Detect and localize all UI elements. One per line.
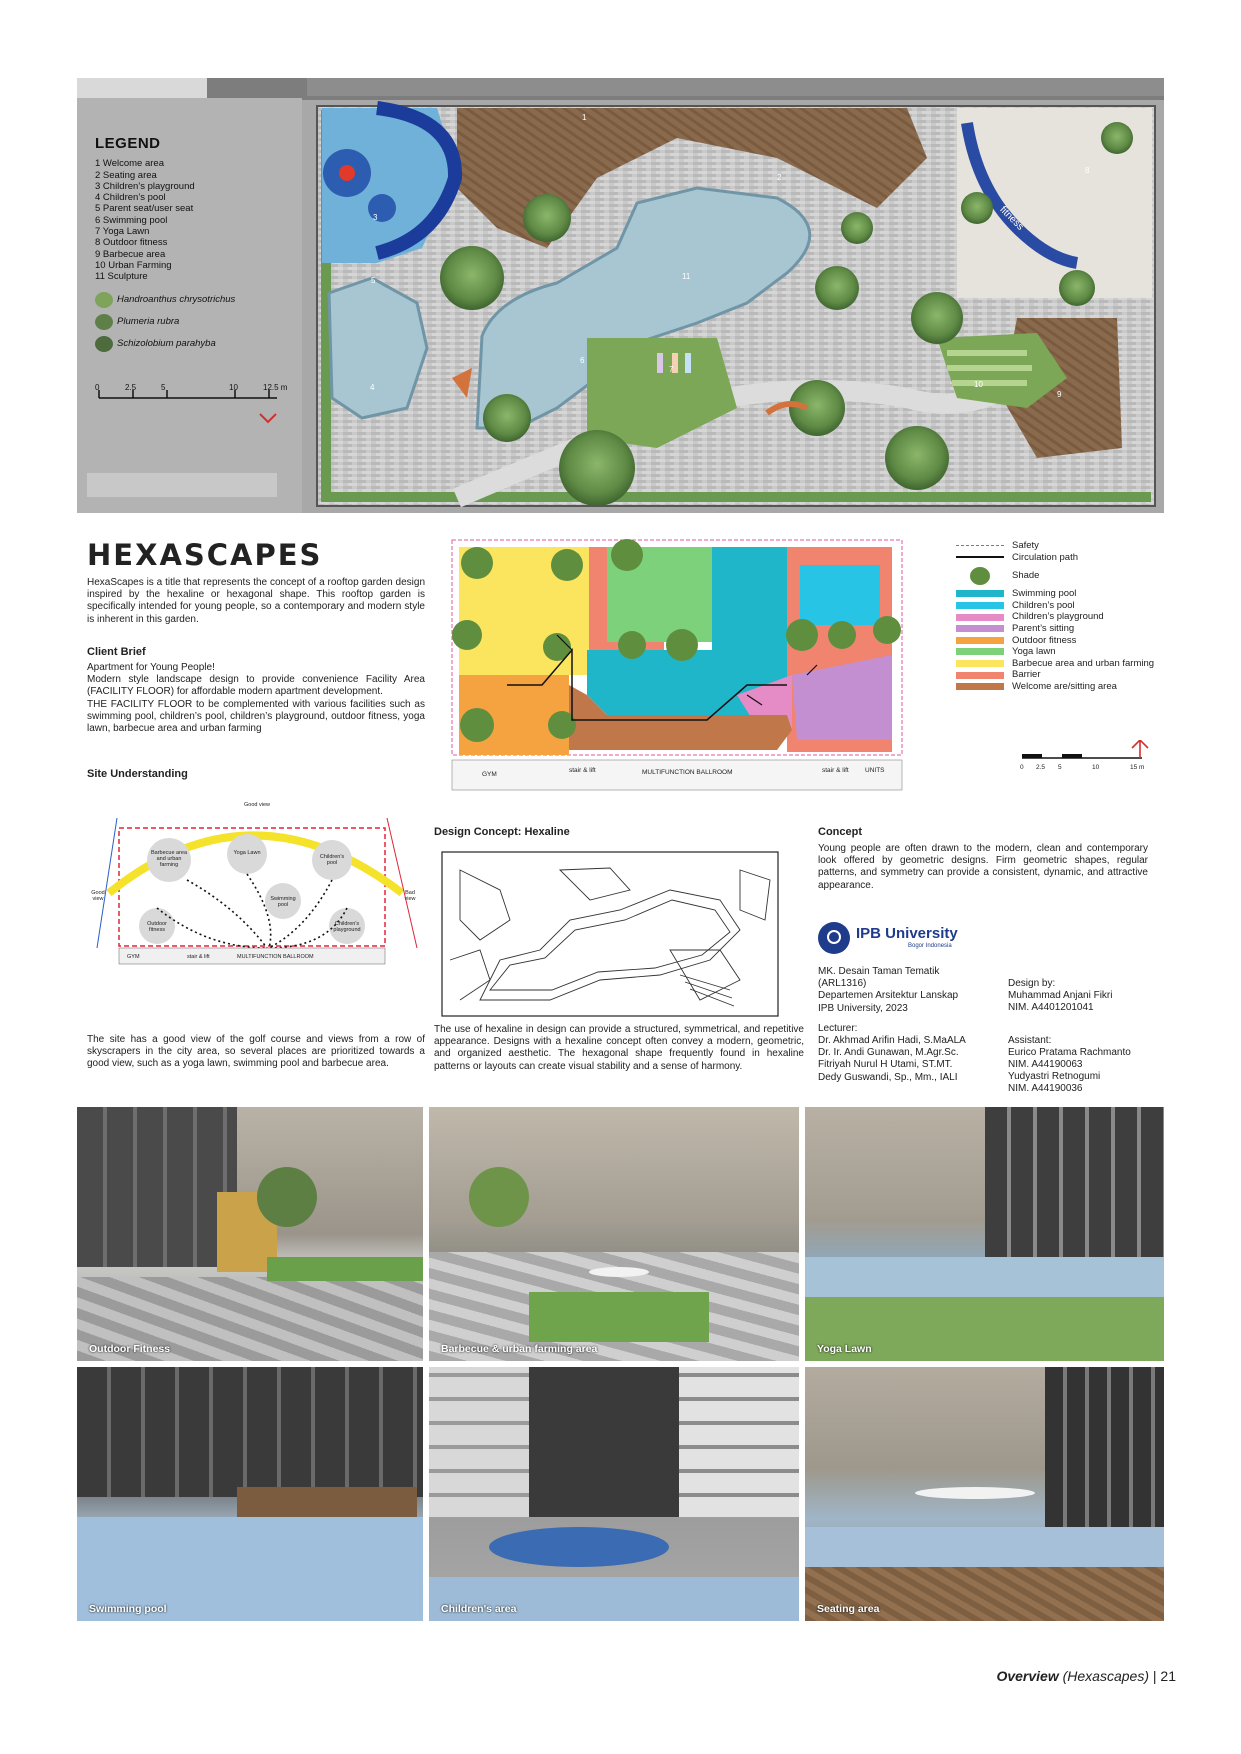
legend-label: Shade — [1012, 569, 1040, 581]
strip-label: stair & lift — [187, 954, 210, 960]
building-core — [529, 1367, 679, 1517]
assistant-name: Yudyastri Retnogumi — [1008, 1071, 1101, 1083]
building-facade — [679, 1367, 799, 1517]
hexaline-text: The use of hexaline in design can provide a structured, symmetrical, and repetitive appearance. Designs with a hexaline concept often convey a modern, geometric, and organized aesthetic. The hexagonal shape frequently found in hexaline patterns or layouts can create visual stability and a sense of harmony. — [434, 1024, 804, 1072]
zoning-legend-item — [956, 563, 1154, 588]
assistant-nim: NIM. A44190036 — [1008, 1083, 1083, 1095]
bubble-label: Yoga Lawn — [233, 850, 261, 856]
building-facade — [429, 1367, 529, 1517]
view-label: Good view — [91, 890, 105, 902]
assistant-label: Assistant: — [1008, 1034, 1052, 1046]
legend-label: Swimming pool — [1012, 588, 1077, 600]
plan-label: 2 — [777, 173, 782, 182]
concept-text: Young people are often drawn to the modern, clean and contemporary look offered by geometric designs. Firm geometric shapes, regular patterns, and symmetry can provide a consistent, dynamic, and attractive appearance. — [818, 843, 1148, 891]
scale-tick: 12.5 m — [263, 382, 288, 392]
page-title: HEXASCAPES — [87, 538, 323, 572]
designer-name: Muhammad Anjani Fikri — [1008, 990, 1113, 1002]
legend-swatch — [956, 637, 1004, 644]
brief-line: Apartment for Young People! — [87, 662, 215, 673]
client-brief-heading: Client Brief — [87, 646, 146, 658]
render-swimming-pool — [77, 1367, 423, 1621]
site-understanding-text: The site has a good view of the golf course and views from a row of skyscrapers in the city area, so several places are prioritized towards a good view, such as a yoga lawn, swimming pool and barbecue area. — [87, 1034, 425, 1070]
plan-fitness-text: fitness — [997, 204, 1026, 233]
concept-heading: Concept — [818, 826, 862, 838]
course-line: (ARL1316) — [818, 978, 867, 990]
zoning-legend-item — [956, 540, 1154, 552]
render-childrens-area — [429, 1367, 799, 1621]
plan-label: 6 — [580, 356, 585, 365]
footer-section: Overview — [996, 1668, 1059, 1684]
site-diagram — [87, 798, 425, 976]
legend-item: 5 Parent seat/user seat — [95, 203, 194, 215]
zoning-legend-item — [956, 552, 1154, 564]
page-number: 21 — [1160, 1668, 1176, 1684]
render-caption: Yoga Lawn — [817, 1343, 872, 1355]
hexaline-drawing — [440, 850, 780, 1018]
course-info — [818, 966, 993, 1084]
render-caption: Swimming pool — [89, 1603, 167, 1615]
zoning-legend-item — [956, 611, 1154, 623]
legend-swatch — [956, 614, 1004, 621]
client-brief-text — [87, 662, 425, 735]
render-caption: Outdoor Fitness — [89, 1343, 171, 1355]
zoning-plan — [447, 535, 907, 815]
hexaline-sketch — [440, 850, 780, 1018]
view-label: Bad view — [404, 890, 416, 902]
legend-label: Children’s pool — [1012, 599, 1075, 611]
tree-name: Schizolobium parahyba — [117, 337, 216, 349]
legend-label: Circulation path — [1012, 551, 1079, 563]
ipb-seal-icon — [818, 922, 850, 954]
lecturer-name: Dr. Akhmad Arifin Hadi, S.MaALA — [818, 1035, 966, 1047]
umbrella — [589, 1267, 649, 1277]
design-by-info — [1008, 978, 1158, 1096]
tree-name: Handroanthus chrysotrichus — [117, 293, 236, 305]
brief-line: Modern style landscape design to provide convenience Facility Area (FACILITY FLOOR) for affordable modern apartment development. — [87, 674, 425, 698]
render-caption: Barbecue & urban farming area — [441, 1343, 598, 1355]
legend-item: 1 Welcome area — [95, 158, 164, 170]
bubble-label: Children's playground — [333, 921, 361, 933]
bubble-label: Swimming pool — [270, 896, 296, 908]
legend-swatch — [956, 556, 1004, 558]
legend-item: 4 Children’s pool — [95, 192, 166, 204]
pool — [805, 1257, 1164, 1297]
zoning-legend-item — [956, 669, 1154, 681]
legend-swatch — [956, 625, 1004, 632]
legend-swatch — [956, 545, 1004, 546]
plan-label: 8 — [1085, 166, 1090, 175]
university-logo — [818, 922, 998, 958]
building-facade — [1045, 1367, 1164, 1537]
legend-item: 2 Seating area — [95, 169, 157, 181]
render-barbecue — [429, 1107, 799, 1361]
bubble-label: Children's pool — [319, 854, 345, 866]
legend-item: 3 Children’s playground — [95, 180, 195, 192]
lecturer-name: Dr. Ir. Andi Gunawan, M.Agr.Sc. — [818, 1047, 959, 1059]
building-facade — [77, 1107, 237, 1267]
plan-label: 3 — [373, 213, 378, 222]
designer-nim: NIM. A4401201041 — [1008, 1002, 1094, 1014]
legend-tree — [95, 292, 295, 308]
plan-label: 9 — [1057, 390, 1062, 399]
legend-item: 8 Outdoor fitness — [95, 237, 168, 249]
site-understanding-heading: Site Understanding — [87, 768, 188, 780]
lecturer-name: Dedy Guswandi, Sp., Mm., IALI — [818, 1071, 958, 1083]
legend-label: Barrier — [1012, 669, 1041, 681]
tree-icon — [95, 336, 113, 352]
zoning-legend-item — [956, 588, 1154, 600]
zoning-legend — [956, 540, 1154, 693]
legend-title: LEGEND — [95, 135, 161, 152]
view-label: Good view — [244, 802, 270, 808]
strip-label: UNITS — [865, 767, 885, 774]
brief-line: THE FACILITY FLOOR to be complemented with various facilities such as swimming pool, children’s pool, children’s playground, outdoor fitness, yoga lawn, barbecue area and urban farming — [87, 698, 425, 735]
zoning-scale — [1020, 740, 1170, 780]
legend-label: Parent’s sitting — [1012, 622, 1075, 634]
zoning-legend-item — [956, 681, 1154, 693]
umbrella — [915, 1487, 1035, 1499]
plan-label: 4 — [370, 383, 375, 392]
plan-label: 5 — [371, 276, 376, 285]
legend-swatch — [956, 660, 1004, 667]
render-caption: Seating area — [817, 1603, 880, 1615]
building-facade — [985, 1107, 1164, 1257]
legend-item: 11 Sculpture — [95, 271, 148, 283]
legend-item: 7 Yoga Lawn — [95, 226, 150, 238]
render-yoga-lawn — [805, 1107, 1164, 1361]
render-seating-area — [805, 1367, 1164, 1621]
zoning-strip-labels — [447, 535, 907, 815]
lawn — [267, 1257, 423, 1281]
render-caption: Children's area — [441, 1603, 517, 1615]
legend-label: Yoga lawn — [1012, 646, 1056, 658]
footer-separator: | — [1149, 1668, 1161, 1684]
zoning-legend-item — [956, 623, 1154, 635]
playground-mat — [489, 1527, 669, 1567]
zoning-legend-item — [956, 635, 1154, 647]
scale-tick: 10 — [1092, 764, 1100, 771]
legend-list — [95, 158, 295, 282]
legend-swatch — [956, 590, 1004, 597]
assistant-nim: NIM. A44190063 — [1008, 1059, 1083, 1071]
legend-label: Outdoor fitness — [1012, 634, 1077, 646]
legend-tree — [95, 314, 295, 330]
legend-swatch — [956, 672, 1004, 679]
tree-icon — [257, 1167, 317, 1227]
bubble-label: Outdoor fitness — [147, 921, 167, 933]
strip-label: GYM — [127, 954, 140, 960]
legend-tree — [95, 336, 295, 352]
legend-item: 10 Urban Farming — [95, 259, 172, 271]
render-outdoor-fitness — [77, 1107, 423, 1361]
tree-icon — [469, 1167, 529, 1227]
scale-tick: 2.5 — [1036, 764, 1046, 771]
strip-label: GYM — [482, 771, 497, 778]
legend-label: Children’s playground — [1012, 611, 1104, 623]
deck — [237, 1487, 417, 1517]
university-name: IPB University — [856, 925, 958, 942]
legend-swatch — [956, 683, 1004, 690]
course-line: MK. Desain Taman Tematik — [818, 966, 940, 977]
scale-tick: 5 — [161, 382, 166, 392]
plan-label: 10 — [974, 380, 983, 389]
scale-tick: 2.5 — [125, 382, 137, 392]
legend-label: Safety — [1012, 540, 1039, 551]
legend-item: 6 Swimming pool — [95, 214, 168, 226]
strip-label: MULTIFUNCTION BALLROOM — [642, 769, 733, 776]
scale-tick: 0 — [1020, 764, 1024, 771]
hexaline-heading: Design Concept: Hexaline — [434, 826, 570, 838]
tree-icon — [95, 292, 113, 308]
pool — [805, 1527, 1164, 1567]
tree-name: Plumeria rubra — [117, 315, 180, 327]
strip-label: stair & lift — [822, 767, 849, 774]
footer-subtitle: (Hexascapes) — [1062, 1668, 1149, 1684]
zoning-legend-item — [956, 600, 1154, 612]
scale-tick: 15 m — [1130, 764, 1145, 771]
bubble-label: Barbecue area and urban farming — [150, 850, 188, 868]
shade-icon — [970, 567, 990, 585]
intro-text: HexaScapes is a title that represents the concept of a rooftop garden design inspired by the hexaline or hexagonal shape. This rooftop garden is specifically intended for young people, so a contemporary and modern style is inherent in this garden. — [87, 577, 425, 625]
plan-legend — [95, 135, 295, 394]
zoning-legend-item — [956, 646, 1154, 658]
strip-label: stair & lift — [569, 767, 596, 774]
legend-swatch — [956, 648, 1004, 655]
zoning-legend-item — [956, 658, 1154, 670]
plan-label: 7 — [669, 365, 674, 374]
site-diagram-labels — [87, 798, 425, 976]
plan-label: 11 — [682, 272, 691, 281]
university-sub: Bogor Indonesia — [908, 943, 952, 949]
scale-tick: 0 — [95, 382, 100, 392]
legend-label: Welcome are/sitting area — [1012, 680, 1117, 692]
building-facade — [77, 1367, 423, 1497]
strip-label: MULTIFUNCTION BALLROOM — [237, 954, 314, 960]
legend-label: Barbecue area and urban farming — [1012, 657, 1155, 669]
tree-icon — [95, 314, 113, 330]
legend-scale — [95, 382, 295, 394]
plan-label: 1 — [582, 113, 587, 122]
lecturer-name: Fitriyah Nurul H Utami, ST.MT. — [818, 1059, 953, 1071]
course-line: IPB University, 2023 — [818, 1002, 908, 1014]
lawn — [529, 1292, 709, 1342]
design-by-label: Design by: — [1008, 978, 1056, 989]
scale-tick: 5 — [1058, 764, 1062, 771]
page-footer — [996, 1668, 1176, 1684]
lecturer-label: Lecturer: — [818, 1022, 858, 1034]
scale-tick: 10 — [229, 382, 238, 392]
course-line: Departemen Arsitektur Lanskap — [818, 990, 959, 1002]
scale-bar-drawing — [1020, 740, 1170, 780]
legend-swatch — [956, 602, 1004, 609]
legend-item: 9 Barbecue area — [95, 248, 166, 260]
assistant-name: Eurico Pratama Rachmanto — [1008, 1046, 1131, 1058]
